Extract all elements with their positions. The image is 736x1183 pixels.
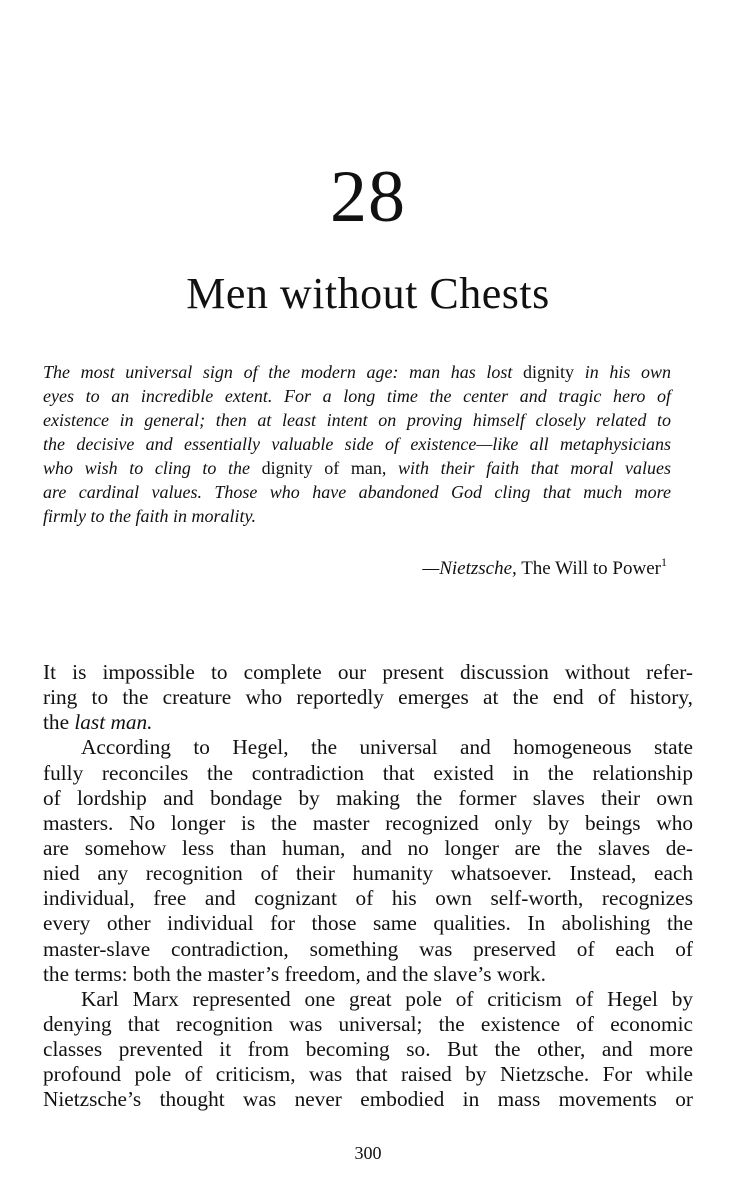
text-run: the [43,710,75,735]
text-run: Nietzsche’s thought was never embodied in mass movements or [43,1087,693,1112]
text-line [43,660,693,685]
epigraph-line [43,408,671,432]
text-run: the terms: both the master’s freedom, and the slave’s work. [43,961,546,986]
text-line [43,937,693,962]
attribution-work: The Will to Power [521,558,661,579]
text-run: are cardinal values. Those who have abandoned God cling that much more [43,482,671,502]
text-line [43,987,693,1012]
text-run: masters. No longer is the master recognized only by beings who [43,810,693,835]
text-line [43,1037,693,1062]
text-run: existence in general; then at least intent on proving himself closely related to [43,410,671,430]
text-run: of lordship and bondage by making the former slaves their own [43,785,693,810]
text-run: the decisive and essentially valuable side of existence—like all metaphysicians [43,434,671,454]
attribution-author: —Nietzsche, [422,558,517,579]
footnote-marker: 1 [661,555,667,569]
epigraph-line [43,360,671,384]
text-run: with their faith that moral values [386,458,671,478]
text-line [43,710,693,735]
text-run: ring to the creature who reportedly emerges at the end of history, [43,685,693,710]
paragraph [43,987,693,1113]
text-line [43,1012,693,1037]
epigraph-line [43,384,671,408]
text-run: in his own [574,362,672,382]
paragraph [43,735,693,986]
text-line [43,836,693,861]
text-run: The most universal sign of the modern age: man has lost [43,362,524,382]
text-run: profound pole of criticism, was that raised by Nietzsche. For while [43,1062,693,1087]
epigraph-line [43,456,671,480]
epigraph-attribution [422,557,667,581]
text-run: fully reconciles the contradiction that existed in the relationship [43,760,693,785]
text-line [43,761,693,786]
chapter-number: 28 [330,156,406,238]
text-run: every other individual for those same qualities. In abolishing the [43,911,693,936]
page-number: 300 [354,1143,382,1163]
text-line [43,861,693,886]
text-run: master-slave contradiction, something was preserved of each of [43,936,693,961]
text-line [43,811,693,836]
text-line [43,911,693,936]
paragraph [43,660,693,735]
text-run: classes prevented it from becoming so. But the other, and more [43,1037,693,1062]
text-run: last man. [74,710,153,735]
text-line [43,735,693,760]
text-run: firmly to the faith in morality. [43,506,256,526]
epigraph [43,360,671,528]
text-line [43,886,693,911]
text-run: who wish to cling to the [43,458,262,478]
text-run: Karl Marx represented one great pole of criticism of Hegel by [81,986,693,1011]
body-text [43,660,693,1113]
text-run: denying that recognition was universal; the existence of economic [43,1011,693,1036]
chapter-title: Men without Chests [186,269,550,318]
text-run: According to Hegel, the universal and homogeneous state [81,735,693,760]
text-run: dignity [523,362,575,382]
text-line [43,1087,693,1112]
text-run: eyes to an incredible extent. For a long time the center and tragic hero of [43,386,671,406]
text-run: It is impossible to complete our present discussion without refer- [43,660,693,684]
text-run: nied any recognition of their humanity whatsoever. Instead, each [43,861,693,886]
epigraph-line [43,432,671,456]
text-line [43,685,693,710]
text-line [43,786,693,811]
text-line [43,962,693,987]
epigraph-line [43,504,671,528]
text-run: individual, free and cognizant of his own self-worth, recognizes [43,886,693,911]
epigraph-line [43,480,671,504]
text-run: are somehow less than human, and no longer are the slaves de- [43,835,693,860]
text-run: dignity of man, [261,458,387,478]
text-line [43,1062,693,1087]
